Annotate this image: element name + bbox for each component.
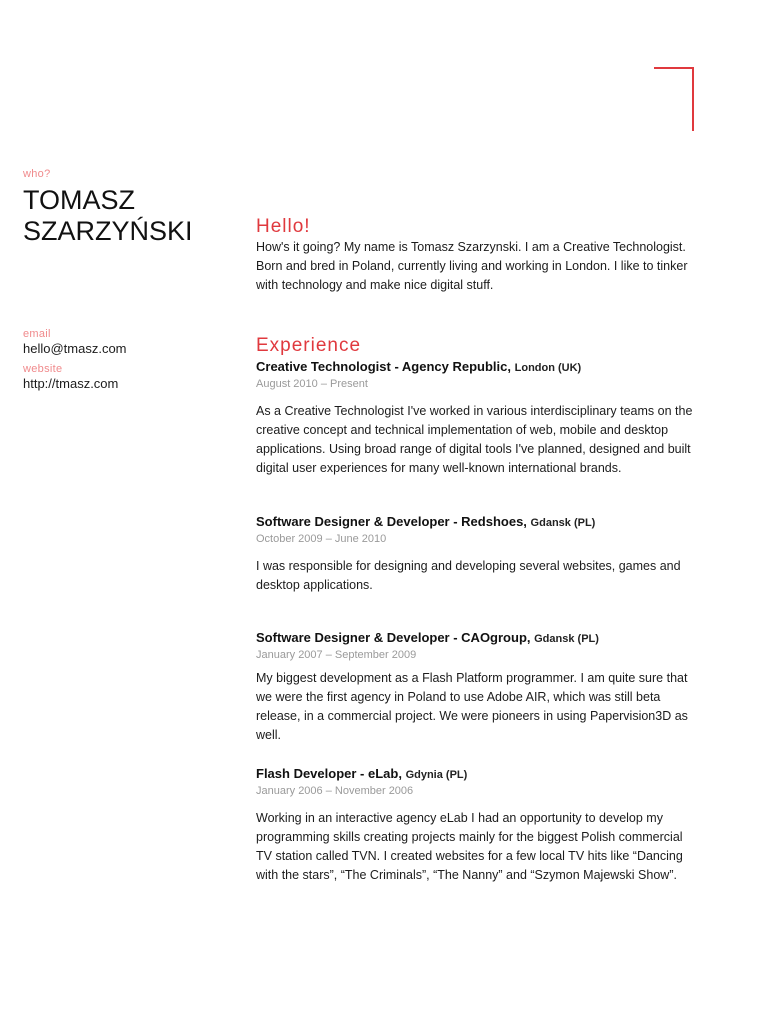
job-location: Gdansk (PL) — [530, 517, 596, 529]
job-description: Working in an interactive agency eLab I had an opportunity to develop my programming skills creating projects mainly for the biggest Polish commercial TV station called TVN. I created websites for a few local TV hits like “Dancing with the stars”, “The Criminals”, “The Nanny” and “Szymon Majewski Show”. — [256, 811, 683, 882]
job-location: Gdansk (PL) — [534, 633, 599, 645]
job-dates: January 2006 – November 2006 — [256, 785, 414, 797]
job-description: My biggest development as a Flash Platform programmer. I am quite sure that we were the first agency in Poland to use Adobe AIR, which was still beta release, in a commercial project. We were pioneers in using Papervision3D as well. — [256, 671, 688, 742]
job-title — [256, 513, 701, 532]
job-dates: January 2007 – September 2009 — [256, 649, 417, 661]
job-entry — [256, 358, 701, 478]
email-link[interactable]: hello@tmasz.com — [23, 341, 127, 356]
website-label: website — [23, 363, 63, 375]
hello-title: Hello! — [256, 216, 311, 237]
job-entry — [256, 513, 701, 595]
full-name — [23, 185, 223, 247]
email-label: email — [23, 328, 51, 340]
sidebar — [23, 168, 223, 247]
job-title — [256, 765, 701, 784]
job-entry — [256, 629, 701, 745]
contact-block — [23, 328, 127, 398]
job-role: Software Designer & Developer - CAOgroup, — [256, 630, 531, 645]
name-first: TOMASZ — [23, 185, 136, 215]
job-entry — [256, 765, 701, 885]
job-location: Gdynia (PL) — [405, 769, 468, 781]
job-title — [256, 358, 701, 377]
job-title — [256, 629, 701, 648]
hello-text: How's it going? My name is Tomasz Szarzynski. I am a Creative Technologist. Born and bred in Poland, currently living and working in London. I like to tinker with technology and make nice digital stuff. — [256, 240, 688, 292]
job-dates: October 2009 – June 2010 — [256, 533, 387, 545]
experience-title: Experience — [256, 335, 362, 356]
job-role: Creative Technologist - Agency Republic, — [256, 359, 511, 374]
job-dates: August 2010 – Present — [256, 378, 368, 390]
hello-section — [256, 216, 701, 295]
experience-section — [256, 335, 701, 357]
name-last: SZARZYŃSKI — [23, 216, 193, 246]
corner-decoration — [654, 67, 694, 131]
job-location: London (UK) — [514, 362, 582, 374]
website-link[interactable]: http://tmasz.com — [23, 376, 119, 391]
job-role: Software Designer & Developer - Redshoes, — [256, 514, 527, 529]
job-role: Flash Developer - eLab, — [256, 766, 402, 781]
job-description: As a Creative Technologist I've worked in various interdisciplinary teams on the creative concept and technical implementation of web, mobile and desktop applications. Using broad range of digital tools I've planned, designed and built digital user experiences for many well-known international brands. — [256, 404, 693, 475]
who-label: who? — [23, 168, 51, 180]
job-description: I was responsible for designing and developing several websites, games and desktop applications. — [256, 559, 681, 592]
